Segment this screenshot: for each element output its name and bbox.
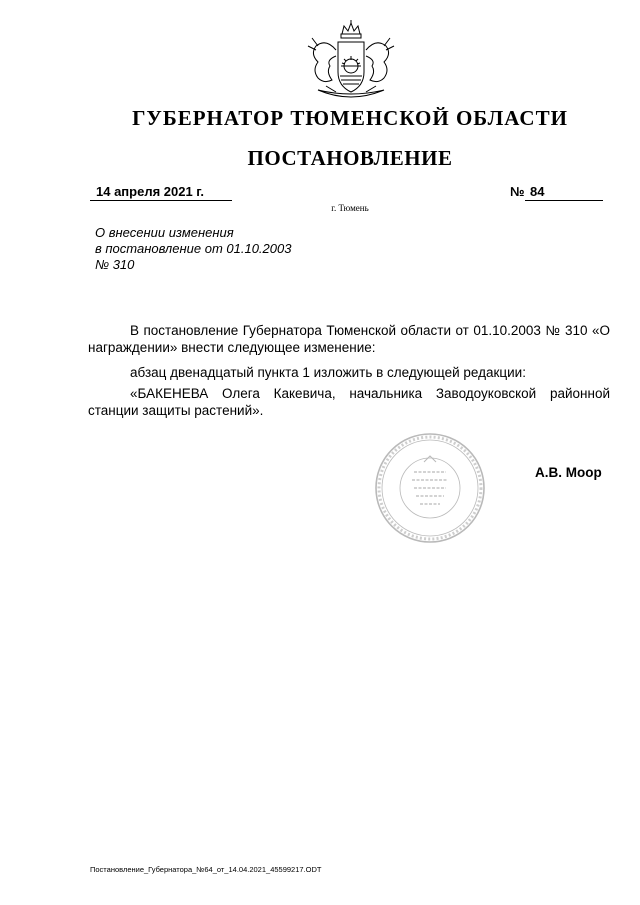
body-paragraph: «БАКЕНЕВА Олега Какевича, начальника Заводоуковской районной станции защиты растений». bbox=[88, 386, 610, 418]
body-paragraph: абзац двенадцатый пункта 1 изложить в следующей редакции: bbox=[130, 365, 526, 380]
body-paragraph: В постановление Губернатора Тюменской области от 01.10.2003 № 310 «О награждении» внести следующее изменение: bbox=[88, 323, 610, 355]
document-number: 84 bbox=[530, 184, 545, 199]
document-type: ПОСТАНОВЛЕНИЕ bbox=[247, 146, 453, 170]
subject-line: О внесении изменения bbox=[95, 225, 234, 240]
file-name-footer: Постановление_Губернатора_№64_от_14.04.2021_45599217.ODT bbox=[90, 865, 322, 874]
subject-line: в постановление от 01.10.2003 bbox=[95, 241, 292, 256]
number-sign: № bbox=[510, 184, 525, 199]
issue-city: г. Тюмень bbox=[331, 203, 369, 213]
signer-name: А.В. Моор bbox=[535, 465, 602, 480]
official-seal-icon bbox=[374, 432, 486, 544]
issuing-authority: ГУБЕРНАТОР ТЮМЕНСКОЙ ОБЛАСТИ bbox=[132, 106, 568, 130]
coat-of-arms-icon bbox=[296, 20, 406, 104]
date-underline bbox=[90, 200, 232, 201]
document-subject bbox=[95, 225, 291, 273]
number-underline bbox=[525, 200, 603, 201]
document-date: 14 апреля 2021 г. bbox=[96, 184, 205, 199]
subject-line: № 310 bbox=[95, 257, 135, 272]
